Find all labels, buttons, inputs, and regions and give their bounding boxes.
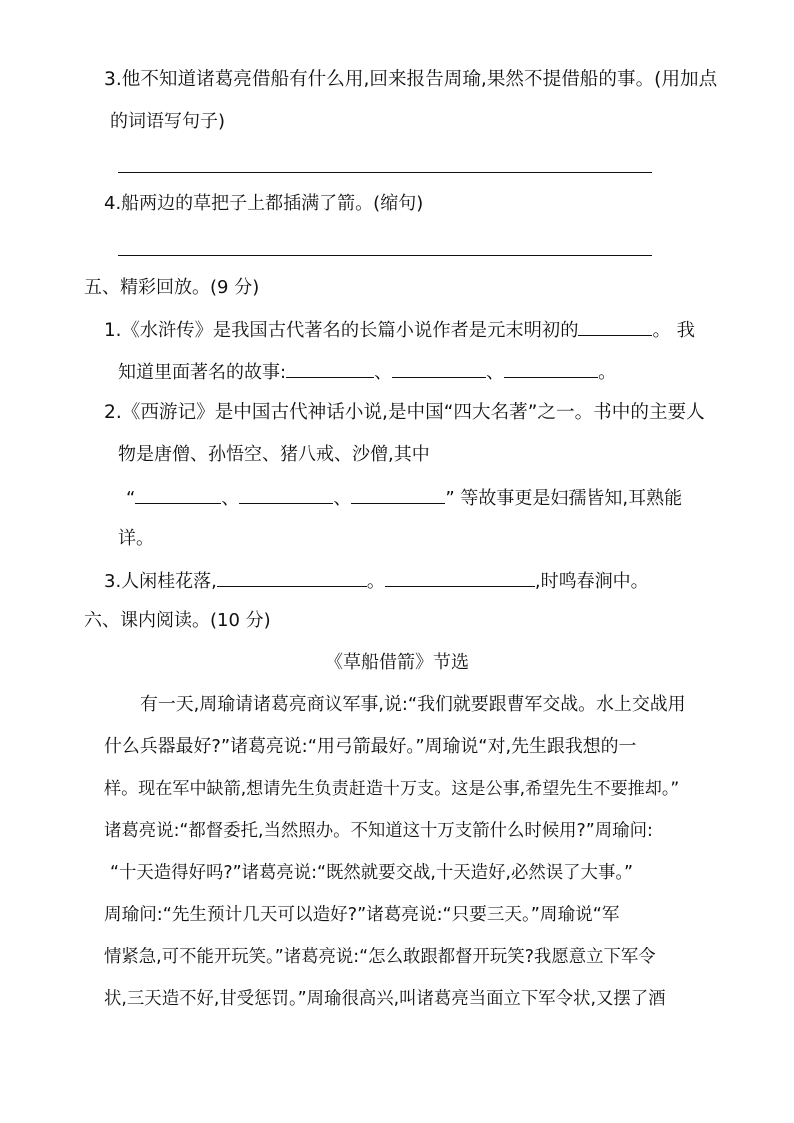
separator: 、 — [333, 488, 352, 509]
s5-q1-line1 — [104, 317, 695, 343]
passage-title: 《草船借箭》节选 — [325, 652, 469, 673]
q3-line1: 3.他不知道诸葛亮借船有什么用,回来报告周瑜,果然不提借船的事。(用加点 — [104, 69, 718, 90]
s5-q2-blank-story1[interactable] — [135, 485, 221, 504]
s5-q2-blank-story2[interactable] — [239, 485, 333, 504]
s5-q3-text-a: 3.人闲桂花落, — [104, 571, 217, 592]
s5-q2-line3 — [126, 485, 682, 511]
q4-answer-line[interactable] — [118, 255, 652, 256]
separator: 、 — [374, 362, 393, 383]
s5-q2-line4: 详。 — [118, 528, 154, 549]
s5-q1-blank-story3[interactable] — [504, 359, 598, 378]
s5-q1-blank-story1[interactable] — [286, 359, 374, 378]
s5-q1-blank-story2[interactable] — [392, 359, 486, 378]
s5-q3-blank2[interactable] — [385, 568, 535, 587]
passage-line-2: 什么兵器最好?”诸葛亮说:“用弓箭最好。”周瑜说“对,先生跟我想的一 — [104, 736, 637, 757]
s5-q1-text-a: 1.《水浒传》是我国古代著名的长篇小说作者是元末明初的 — [104, 320, 579, 341]
s5-q3-line1 — [104, 568, 649, 594]
s5-q1-text-c: 知道里面著名的故事: — [118, 362, 287, 383]
passage-line-6: 周瑜问:“先生预计几天可以造好?”诸葛亮说:“只要三天。”周瑜说“军 — [104, 905, 620, 925]
s5-q1-text-b: 。 我 — [652, 320, 695, 341]
q3-answer-line[interactable] — [118, 172, 652, 173]
s5-q1-line2 — [118, 359, 616, 385]
q3-line2: 的词语写句子) — [110, 111, 226, 132]
s5-q3-text-c: ,时鸣春涧中。 — [534, 571, 649, 592]
s5-q2-line2: 物是唐僧、孙悟空、猪八戒、沙僧,其中 — [118, 444, 430, 465]
s5-q3-blank1[interactable] — [217, 568, 367, 587]
s5-q2-blank-story3[interactable] — [351, 485, 445, 504]
s5-q2-line1: 2.《西游记》是中国古代神话小说,是中国“四大名著”之一。书中的主要人 — [104, 402, 705, 423]
q4-line1: 4.船两边的草把子上都插满了箭。(缩句) — [104, 193, 424, 214]
passage-line-1: 有一天,周瑜请诸葛亮商议军事,说:“我们就要跟曹军交战。水上交战用 — [140, 694, 686, 715]
passage-line-5: “十天造得好吗?”诸葛亮说:“既然就要交战,十天造好,必然误了大事。” — [110, 863, 634, 883]
passage-line-4: 诸葛亮说:“都督委托,当然照办。不知道这十万支箭什么时候用?”周瑜问: — [104, 821, 653, 841]
separator: 、 — [486, 362, 505, 383]
section6-heading: 六、课内阅读。(10 分) — [84, 610, 271, 631]
s5-q2-text-close: ” 等故事更是妇孺皆知,耳熟能 — [445, 488, 683, 509]
passage-line-3: 样。现在军中缺箭,想请先生负责赶造十万支。这是公事,希望先生不要推却。” — [104, 779, 680, 799]
passage-line-7: 情紧急,可不能开玩笑。”诸葛亮说:“怎么敢跟都督开玩笑?我愿意立下军令 — [104, 947, 656, 967]
separator: 、 — [221, 488, 240, 509]
s5-q1-blank-author[interactable] — [578, 317, 652, 336]
period: 。 — [598, 362, 617, 383]
open-quote: “ — [126, 488, 136, 509]
section5-heading: 五、精彩回放。(9 分) — [84, 277, 260, 298]
s5-q3-text-b: 。 — [366, 571, 385, 592]
passage-line-8: 状,三天造不好,甘受惩罚。”周瑜很高兴,叫诸葛亮当面立下军令状,又摆了酒 — [104, 989, 666, 1009]
